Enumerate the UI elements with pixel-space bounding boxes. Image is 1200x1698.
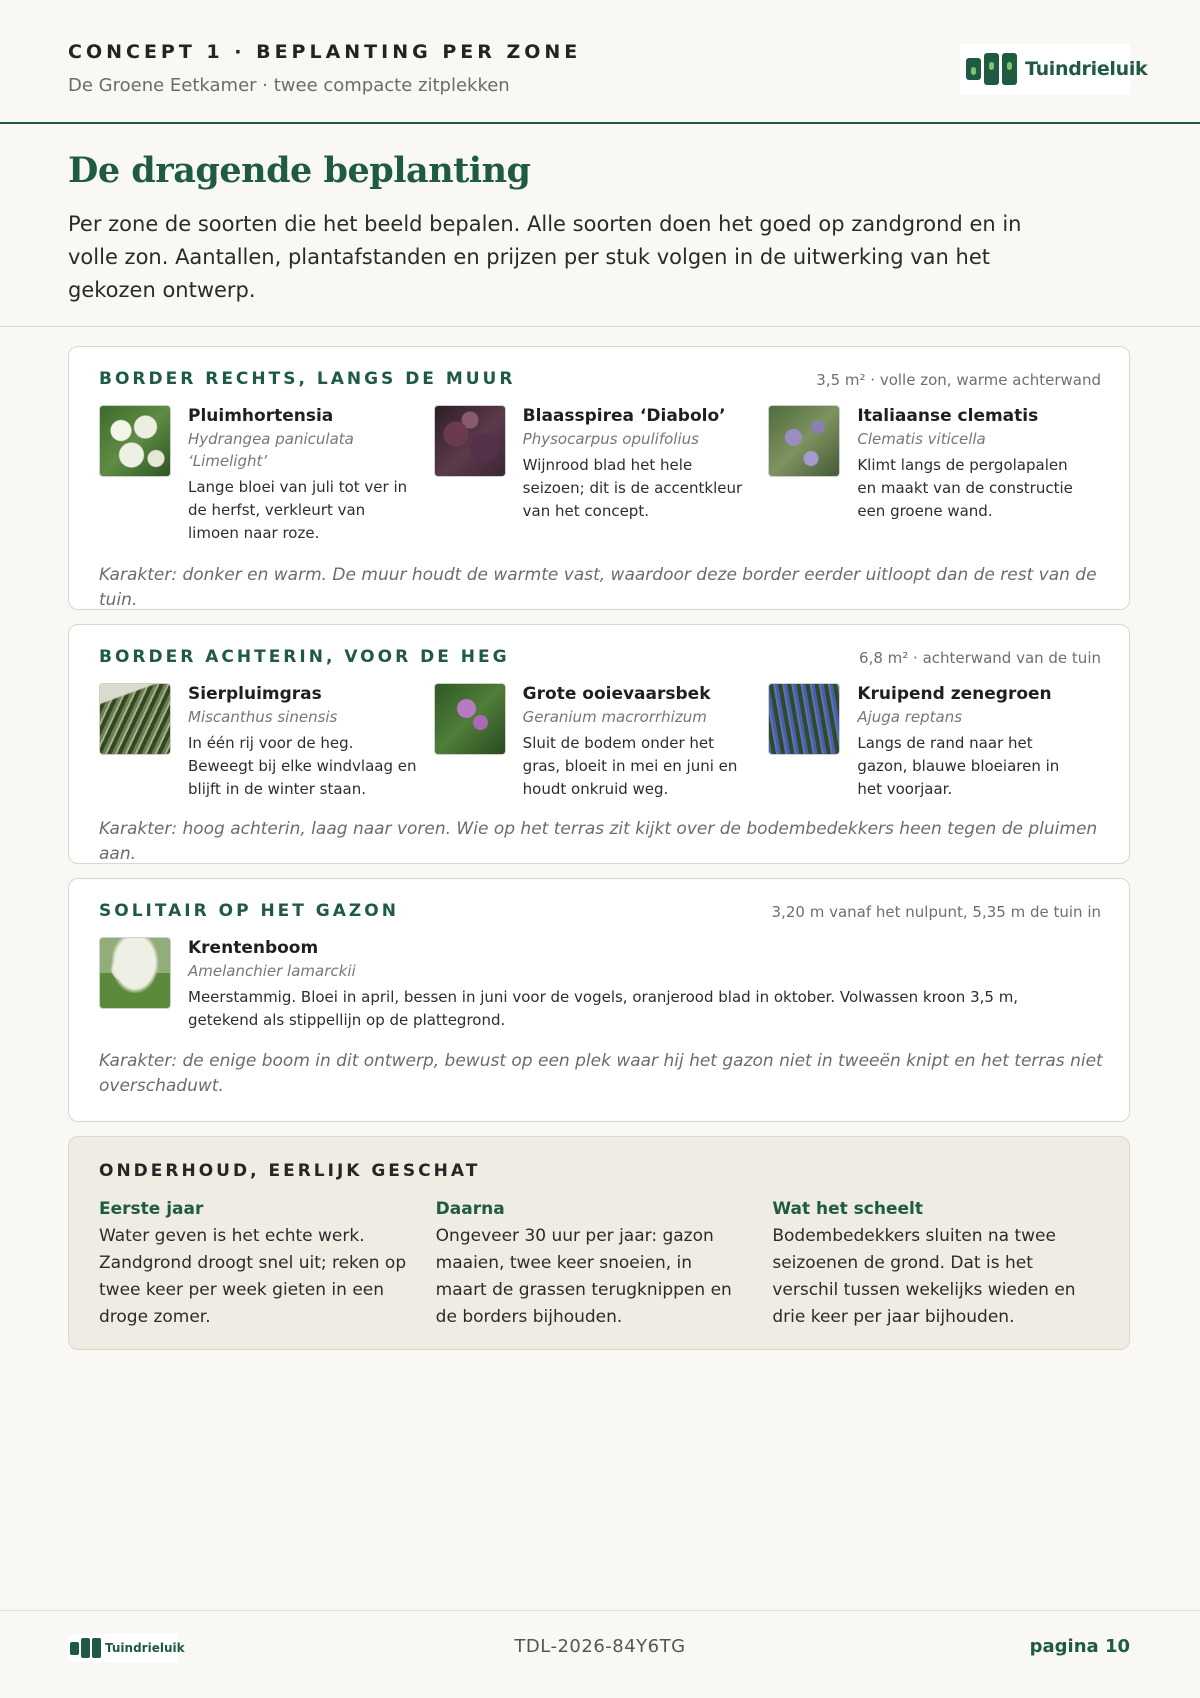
- page-title: De dragende beplanting: [68, 150, 531, 191]
- plant-latin-name: Clematis viticella: [857, 430, 986, 448]
- footer-logo-wordmark: Tuindrieluik: [105, 1641, 185, 1655]
- section-subtitle: De Groene Eetkamer · twee compacte zitplekken: [68, 75, 510, 96]
- plant-name: Grote ooievaarsbek: [522, 684, 711, 704]
- zone-card-border-rechts: [68, 346, 1130, 610]
- plant-item: [434, 405, 769, 545]
- document-code: TDL-2026-84Y6TG: [514, 1636, 686, 1657]
- miscanthus-photo: [99, 683, 171, 755]
- physocarpus-photo: [434, 405, 506, 477]
- divider: [0, 326, 1200, 327]
- plant-description: Wijnrood blad het hele seizoen; dit is de accentkleur van het concept.: [522, 456, 743, 520]
- plant-name: Kruipend zenegroen: [857, 684, 1052, 704]
- plant-latin-name: Amelanchier lamarckii: [188, 962, 356, 980]
- maintenance-text: Ongeveer 30 uur per jaar: gazon maaien, twee keer snoeien, in maart de grassen terugknippen en de borders bijhouden.: [435, 1226, 732, 1327]
- plant-name: Italiaanse clematis: [857, 406, 1039, 426]
- plant-name: Blaasspirea ‘Diabolo’: [522, 406, 726, 426]
- maintenance-heading: Wat het scheelt: [772, 1199, 923, 1219]
- maintenance-column: [99, 1197, 436, 1331]
- zone-meta: 3,5 m² · volle zon, warme achterwand: [816, 371, 1101, 389]
- intro-text: Per zone de soorten die het beeld bepalen. Alle soorten doen het goed op zandgrond en in volle zon. Aantallen, plantafstanden en prijzen per stuk volgen in de uitwerking van het gekozen ontwerp.: [68, 212, 1022, 302]
- hydrangea-photo: [99, 405, 171, 477]
- plant-name: Krentenboom: [188, 938, 319, 958]
- plant-list: [99, 937, 1103, 1032]
- plant-list: [99, 405, 1103, 545]
- plant-item: [99, 937, 1103, 1032]
- zone-title: BORDER RECHTS, LANGS DE MUUR: [99, 369, 516, 389]
- logo-wordmark: Tuindrieluik: [1025, 58, 1148, 80]
- plant-latin-name: Miscanthus sinensis: [188, 708, 338, 726]
- plant-name: Pluimhortensia: [188, 406, 334, 426]
- brand-logo: [960, 44, 1148, 94]
- plant-list: [99, 683, 1103, 801]
- plant-description: Meerstammig. Bloei in april, bessen in juni voor de vogels, oranjerood blad in oktober. Volwassen kroon 3,5 m, getekend als stippellijn op de plattegrond.: [188, 988, 1019, 1029]
- plant-latin-name: Hydrangea paniculata ‘Limelight’: [188, 430, 354, 470]
- plant-description: Lange bloei van juli tot ver in de herfst, verkleurt van limoen naar roze.: [188, 478, 408, 542]
- page-header: [0, 0, 1200, 124]
- zone-title: BORDER ACHTERIN, VOOR DE HEG: [99, 647, 510, 667]
- plant-description: In één rij voor de heg. Beweegt bij elke windvlaag en blijft in de winter staan.: [188, 734, 417, 798]
- plant-latin-name: Ajuga reptans: [857, 708, 963, 726]
- plant-latin-name: Geranium macrorrhizum: [522, 708, 707, 726]
- plant-description: Langs de rand naar het gazon, blauwe bloeiaren in het voorjaar.: [857, 734, 1060, 798]
- maintenance-heading: Daarna: [435, 1199, 505, 1219]
- page-number: pagina 10: [1029, 1636, 1130, 1657]
- zone-character-note: Karakter: de enige boom in dit ontwerp, bewust op een plek waar hij het gazon niet in tweeën knipt en het terras niet overschaduwt.: [99, 1051, 1103, 1096]
- maintenance-title: ONDERHOUD, EERLIJK GESCHAT: [99, 1161, 481, 1181]
- zone-meta: 6,8 m² · achterwand van de tuin: [859, 649, 1101, 667]
- maintenance-columns: [99, 1197, 1109, 1331]
- section-kicker: CONCEPT 1 · BEPLANTING PER ZONE: [68, 41, 582, 63]
- clematis-photo: [768, 405, 840, 477]
- plant-item: [768, 683, 1103, 801]
- zone-meta: 3,20 m vanaf het nulpunt, 5,35 m de tuin in: [771, 903, 1101, 921]
- plant-name: Sierpluimgras: [188, 684, 322, 704]
- zone-character-note: Karakter: donker en warm. De muur houdt de warmte vast, waardoor deze border eerder uitloopt dan de rest van de tuin.: [99, 565, 1097, 610]
- maintenance-panel: [68, 1136, 1130, 1350]
- footer-divider: [0, 1610, 1200, 1611]
- amelanchier-photo: [99, 937, 171, 1009]
- plant-description: Sluit de bodem onder het gras, bloeit in mei en juni en houdt onkruid weg.: [522, 734, 738, 798]
- plant-item: [434, 683, 769, 801]
- zone-card-solitair: [68, 878, 1130, 1122]
- zone-character-note: Karakter: hoog achterin, laag naar voren. Wie op het terras zit kijkt over de bodembedekkers heen tegen de pluimen aan.: [99, 819, 1098, 864]
- geranium-photo: [434, 683, 506, 755]
- maintenance-text: Water geven is het echte werk. Zandgrond droogt snel uit; reken op twee keer per week gieten in een droge zomer.: [99, 1226, 407, 1327]
- plant-latin-name: Physocarpus opulifolius: [522, 430, 699, 448]
- plant-item: [99, 405, 434, 545]
- zone-title: SOLITAIR OP HET GAZON: [99, 901, 399, 921]
- ajuga-photo: [768, 683, 840, 755]
- zone-card-border-achterin: [68, 624, 1130, 864]
- maintenance-heading: Eerste jaar: [99, 1199, 204, 1219]
- plant-item: [99, 683, 434, 801]
- plant-description: Klimt langs de pergolapalen en maakt van de constructie een groene wand.: [857, 456, 1073, 520]
- logo-mark-icon: [966, 53, 1017, 85]
- plant-item: [768, 405, 1103, 545]
- maintenance-text: Bodembedekkers sluiten na twee seizoenen de grond. Dat is het verschil tussen wekelijks wieden en drie keer per jaar bijhouden.: [772, 1226, 1076, 1327]
- maintenance-column: [436, 1197, 773, 1331]
- maintenance-column: [772, 1197, 1109, 1331]
